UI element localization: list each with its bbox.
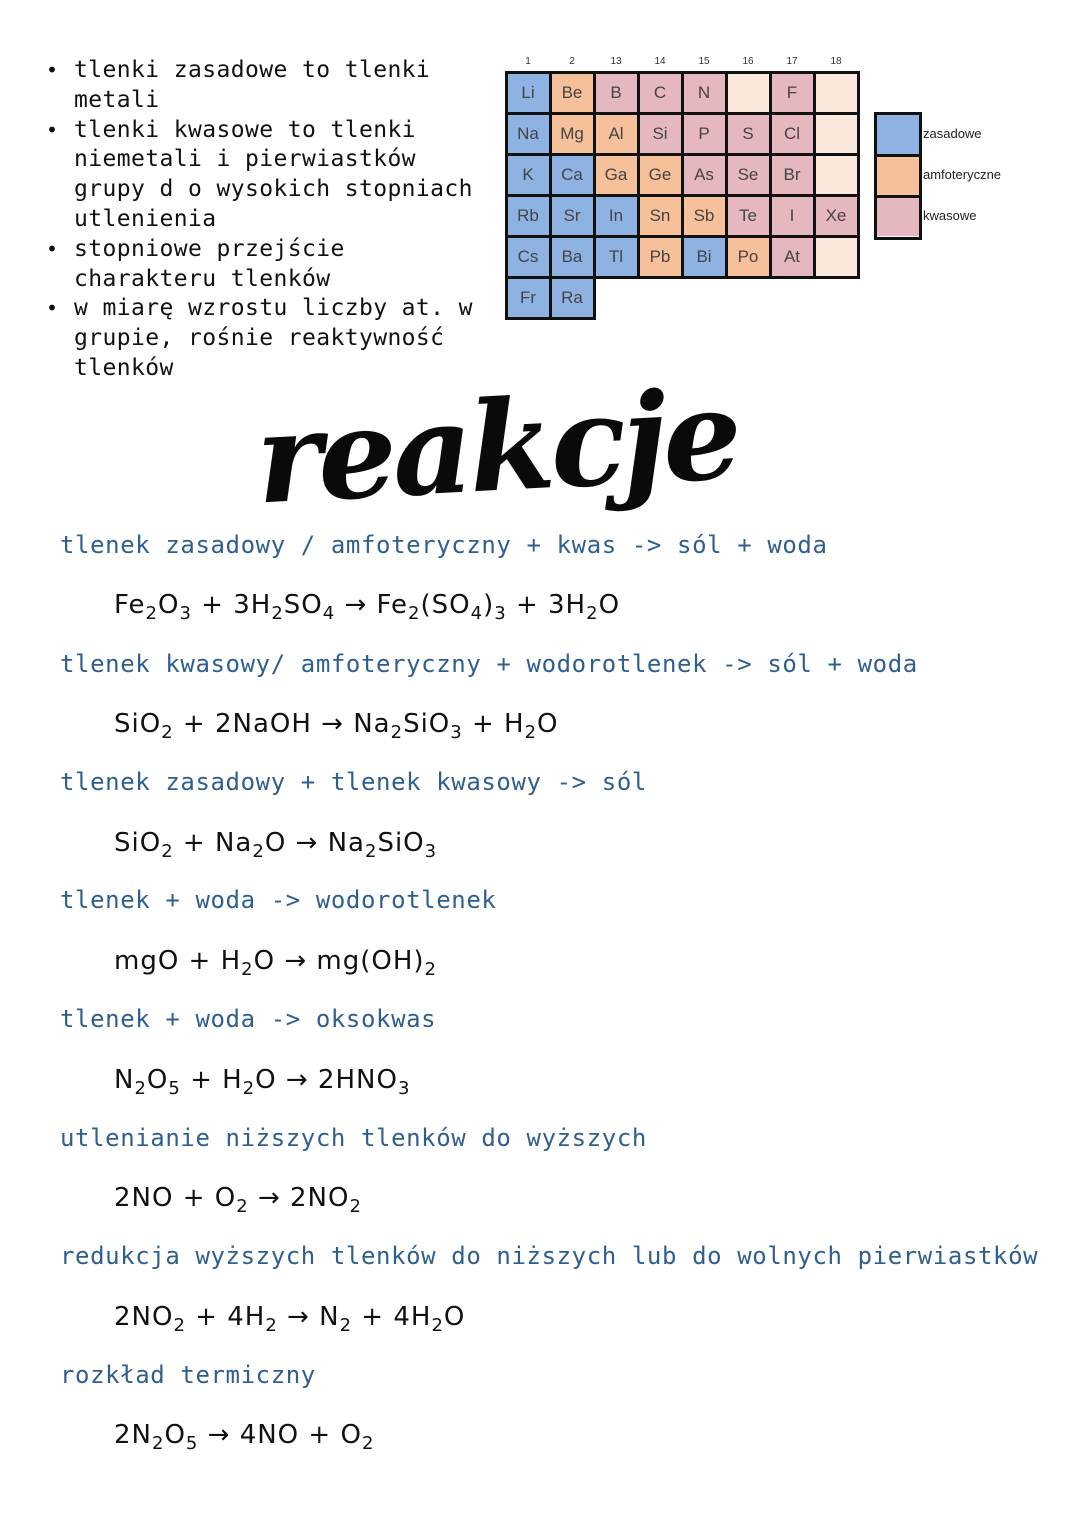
table-grid-line [637, 72, 640, 277]
element-cell-c: C [638, 72, 682, 113]
group-number: 1 [525, 56, 531, 67]
note-item: • stopniowe przejście charakteru tlenków [44, 235, 496, 295]
notes-list [44, 56, 496, 384]
element-cell-br: Br [770, 154, 814, 195]
group-number: 17 [786, 56, 798, 67]
element-cell-po: Po [726, 236, 770, 277]
element-cell-empty [814, 236, 858, 277]
reaction-equation: $2NO + O_2 \to 2NO_2$ [114, 1183, 362, 1217]
table-grid-line [506, 112, 858, 115]
table-grid-line [549, 277, 552, 318]
element-cell-cl: Cl [770, 113, 814, 154]
table-grid-line [506, 153, 858, 156]
element-cell-empty [814, 113, 858, 154]
note-item: • tlenki kwasowe to tlenki niemetali i pierwiastków grupy d o wysokich stopniach utlenienia [44, 116, 496, 235]
table-grid-line [549, 72, 552, 277]
element-cell-empty [726, 72, 770, 113]
element-cell-tl: Tl [594, 236, 638, 277]
group-number: 14 [654, 56, 666, 67]
element-cell-se: Se [726, 154, 770, 195]
element-cell-as: As [682, 154, 726, 195]
element-cell-empty [814, 154, 858, 195]
element-cell-empty [814, 72, 858, 113]
reaction-equation: SiO$_2$ + 2NaOH → $Na_2SiO_3 + H_2O$ [114, 709, 559, 743]
element-cell-in: In [594, 195, 638, 236]
legend-swatch-kwasowe [877, 197, 919, 236]
table-grid-line [681, 72, 684, 277]
element-cell-ge: Ge [638, 154, 682, 195]
reaction-equation: $2NO_2 + 4H_2 \to N_2 + 4H_2O$ [114, 1302, 466, 1336]
group-number: 13 [610, 56, 622, 67]
reaction-type: redukcja wyższych tlenków do niższych lub do wolnych pierwiastków [60, 1242, 1039, 1270]
element-cell-sn: Sn [638, 195, 682, 236]
element-cell-s: S [726, 113, 770, 154]
element-cell-n: N [682, 72, 726, 113]
legend-divider [874, 195, 922, 198]
table-grid-line [769, 72, 772, 277]
legend-swatch-zasadowe [877, 115, 919, 154]
element-cell-sr: Sr [550, 195, 594, 236]
element-cell-i: I [770, 195, 814, 236]
reaction-type: tlenek + woda -> wodorotlenek [60, 886, 497, 914]
reaction-type: rozkład termiczny [60, 1361, 316, 1389]
group-number: 18 [830, 56, 842, 67]
group-number: 2 [569, 56, 575, 67]
reaction-equation: $N_2O_5 + H_2O \to 2HNO_3$ [114, 1065, 411, 1099]
element-cell-si: Si [638, 113, 682, 154]
reaction-type: tlenek zasadowy / amfoteryczny + kwas -> sól + woda [60, 531, 828, 559]
reaction-equation: $2N_2O_5 \to 4NO + O_2$ [114, 1420, 375, 1454]
note-item: • w miarę wzrostu liczby at. w grupie, rośnie reaktywność tlenków [44, 294, 496, 383]
element-cell-f: F [770, 72, 814, 113]
element-cell-te: Te [726, 195, 770, 236]
reaction-type: utlenianie niższych tlenków do wyższych [60, 1124, 647, 1152]
note-item: • tlenki zasadowe to tlenki metali [44, 56, 496, 116]
reaction-equation: $SiO_2 + Na_2O \to Na_2SiO_3$ [114, 828, 438, 862]
group-number: 16 [742, 56, 754, 67]
section-title: reakcje [252, 361, 742, 533]
table-grid-line [813, 72, 816, 277]
reaction-equation: $Fe_2O_3 + 3H_2SO_4 \to Fe_2(SO_4)_3 + 3H_2O$ [114, 590, 621, 624]
legend-label: amfoteryczne [923, 167, 1002, 182]
element-cell-al: Al [594, 113, 638, 154]
element-cell-b: B [594, 72, 638, 113]
element-cell-ca: Ca [550, 154, 594, 195]
table-grid-line [506, 235, 858, 238]
element-cell-bi: Bi [682, 236, 726, 277]
element-cell-p: P [682, 113, 726, 154]
element-cell-pb: Pb [638, 236, 682, 277]
reaction-type: tlenek kwasowy/ amfoteryczny + wodorotlenek -> sól + woda [60, 650, 918, 678]
table-grid-line [725, 72, 728, 277]
legend-label: kwasowe [923, 208, 977, 223]
reaction-type: tlenek + woda -> oksokwas [60, 1005, 437, 1033]
element-cell-ra: Ra [550, 277, 594, 318]
element-cell-ga: Ga [594, 154, 638, 195]
element-cell-mg: Mg [550, 113, 594, 154]
element-cell-be: Be [550, 72, 594, 113]
element-cell-rb: Rb [506, 195, 550, 236]
element-cell-na: Na [506, 113, 550, 154]
element-cell-k: K [506, 154, 550, 195]
element-cell-li: Li [506, 72, 550, 113]
legend-swatch-amfoteryczne [877, 156, 919, 195]
group-number: 15 [698, 56, 710, 67]
reaction-equation: mgO + $H_2O \to mg(OH)_2$ [114, 946, 437, 980]
reaction-type: tlenek zasadowy + tlenek kwasowy -> sól [60, 768, 647, 796]
table-grid-line [593, 72, 596, 277]
element-cell-sb: Sb [682, 195, 726, 236]
element-cell-at: At [770, 236, 814, 277]
legend-divider [874, 154, 922, 157]
element-cell-fr: Fr [506, 277, 550, 318]
element-cell-xe: Xe [814, 195, 858, 236]
legend-label: zasadowe [923, 126, 982, 141]
table-grid-line [506, 194, 858, 197]
element-cell-cs: Cs [506, 236, 550, 277]
element-cell-ba: Ba [550, 236, 594, 277]
